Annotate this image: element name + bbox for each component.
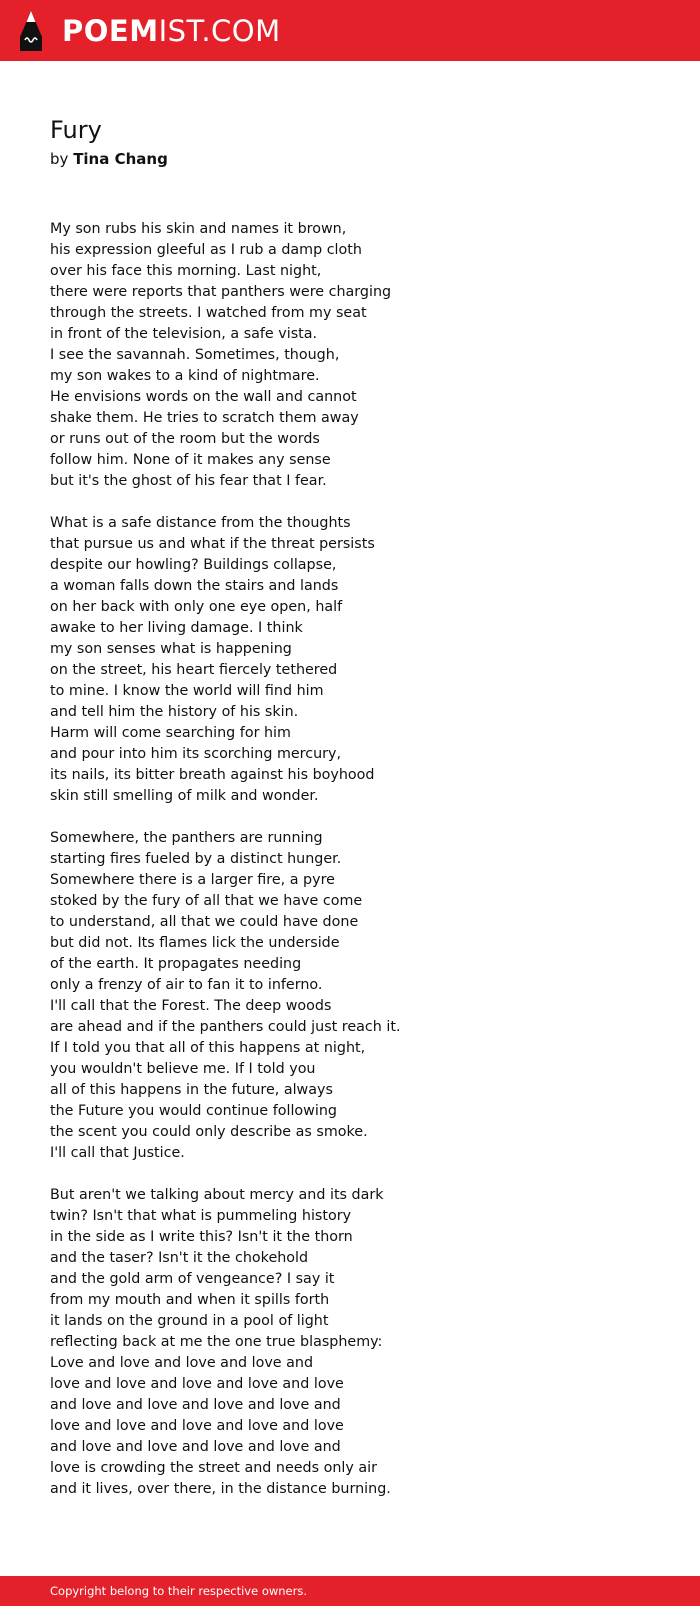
poem-line: my son senses what is happening <box>50 641 292 657</box>
poem-line: He envisions words on the wall and cannot <box>50 389 357 405</box>
poem-line: through the streets. I watched from my seat <box>50 305 367 321</box>
poem-line: from my mouth and when it spills forth <box>50 1292 330 1308</box>
poem-line: reflecting back at me the one true blasphemy: <box>50 1334 383 1350</box>
poem-line: and the gold arm of vengeance? I say it <box>50 1271 335 1287</box>
poem-line: Somewhere, the panthers are running <box>50 830 323 846</box>
poem-line: on the street, his heart fiercely tethered <box>50 662 338 678</box>
poem-line: and tell him the history of his skin. <box>50 704 299 720</box>
poem-line: I'll call that the Forest. The deep woods <box>50 998 332 1014</box>
poem-line: My son rubs his skin and names it brown, <box>50 221 347 237</box>
poem-line: are ahead and if the panthers could just reach it. <box>50 1019 401 1035</box>
site-footer <box>0 1576 700 1606</box>
poem-line: over his face this morning. Last night, <box>50 263 322 279</box>
poem-line: and the taser? Isn't it the chokehold <box>50 1250 309 1266</box>
poem-line: you wouldn't believe me. If I told you <box>50 1061 316 1077</box>
poem-line: in front of the television, a safe vista. <box>50 326 318 342</box>
byline-prefix: by <box>50 150 69 168</box>
poem-line: a woman falls down the stairs and lands <box>50 578 339 594</box>
stanza <box>50 1185 670 1500</box>
poem-title: Fury <box>50 116 102 144</box>
stanza <box>50 219 670 492</box>
poem-line: What is a safe distance from the thoughts <box>50 515 351 531</box>
poem-line: my son wakes to a kind of nightmare. <box>50 368 320 384</box>
poem-line: despite our howling? Buildings collapse, <box>50 557 337 573</box>
poem-line: his expression gleeful as I rub a damp cloth <box>50 242 362 258</box>
poem-line: I'll call that Justice. <box>50 1145 185 1161</box>
poem-line: love is crowding the street and needs only air <box>50 1460 378 1476</box>
stanza <box>50 828 670 1164</box>
poem-line: love and love and love and love and love <box>50 1376 344 1392</box>
stanza <box>50 513 670 807</box>
poem-line: on her back with only one eye open, half <box>50 599 343 615</box>
poem-line: and love and love and love and love and <box>50 1397 341 1413</box>
poem-line: and pour into him its scorching mercury, <box>50 746 342 762</box>
poem-line: to understand, all that we could have done <box>50 914 359 930</box>
poem-line: skin still smelling of milk and wonder. <box>50 788 319 804</box>
poem-line: but it's the ghost of his fear that I fear. <box>50 473 327 489</box>
poem-line: I see the savannah. Sometimes, though, <box>50 347 340 363</box>
site-header <box>0 0 700 61</box>
poem-line: starting fires fueled by a distinct hunger. <box>50 851 342 867</box>
poem-line: its nails, its bitter breath against his boyhood <box>50 767 375 783</box>
poem-line: shake them. He tries to scratch them away <box>50 410 359 426</box>
poem-line: to mine. I know the world will find him <box>50 683 324 699</box>
poem-line: only a frenzy of air to fan it to inferno. <box>50 977 323 993</box>
poem-line: the Future you would continue following <box>50 1103 337 1119</box>
poem-line: Love and love and love and love and <box>50 1355 314 1371</box>
poem-line: Somewhere there is a larger fire, a pyre <box>50 872 335 888</box>
pencil-icon[interactable] <box>18 10 44 52</box>
poem-line: or runs out of the room but the words <box>50 431 320 447</box>
poem-line: it lands on the ground in a pool of light <box>50 1313 329 1329</box>
poem-line: in the side as I write this? Isn't it the thorn <box>50 1229 353 1245</box>
poem-line: that pursue us and what if the threat persists <box>50 536 375 552</box>
poem-line: all of this happens in the future, always <box>50 1082 333 1098</box>
poem-line: Harm will come searching for him <box>50 725 291 741</box>
poem-byline <box>50 149 168 169</box>
copyright-text: Copyright belong to their respective owners. <box>50 1584 308 1598</box>
poem-line: and it lives, over there, in the distance burning. <box>50 1481 391 1497</box>
poem-body <box>50 219 670 1521</box>
brand-light: IST.COM <box>158 14 281 48</box>
poem-line: and love and love and love and love and <box>50 1439 341 1455</box>
poem-line: twin? Isn't that what is pummeling history <box>50 1208 352 1224</box>
poem-line: but did not. Its flames lick the underside <box>50 935 340 951</box>
poem-line: follow him. None of it makes any sense <box>50 452 331 468</box>
poem-line: the scent you could only describe as smoke. <box>50 1124 368 1140</box>
poem-line: But aren't we talking about mercy and its dark <box>50 1187 384 1203</box>
poem-line: awake to her living damage. I think <box>50 620 303 636</box>
brand-bold: POEM <box>62 14 159 48</box>
poem-line: stoked by the fury of all that we have come <box>50 893 363 909</box>
poem-line: love and love and love and love and love <box>50 1418 344 1434</box>
site-brand[interactable] <box>62 12 281 50</box>
poem-line: of the earth. It propagates needing <box>50 956 302 972</box>
poem-line: there were reports that panthers were charging <box>50 284 392 300</box>
author-link[interactable]: Tina Chang <box>73 150 168 168</box>
poem-line: If I told you that all of this happens at night, <box>50 1040 366 1056</box>
